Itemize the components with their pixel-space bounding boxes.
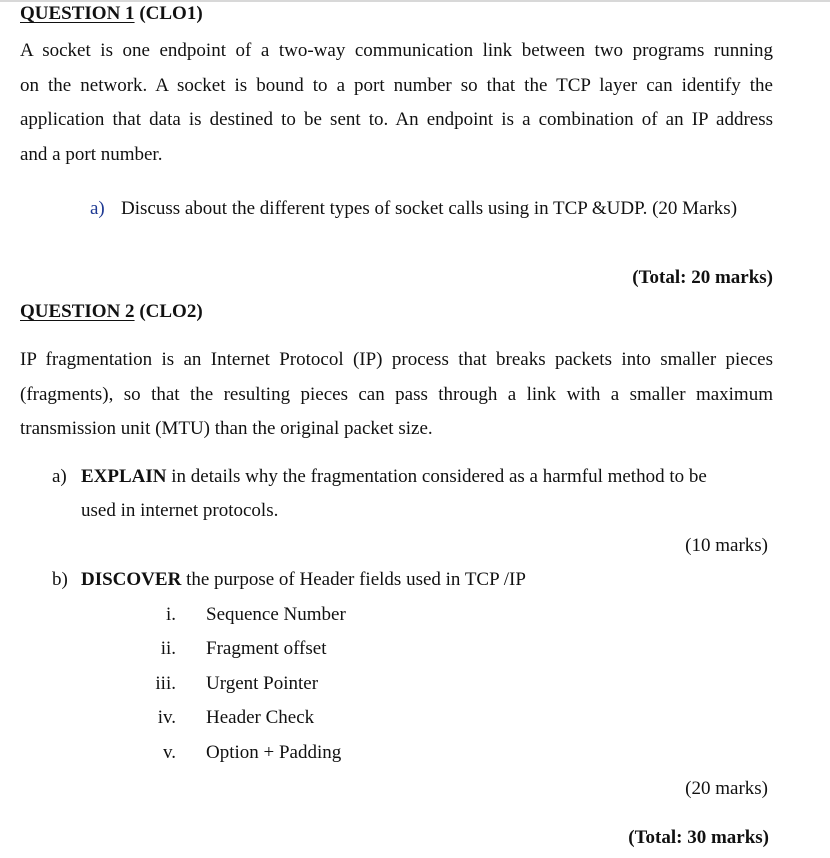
list-item-text: Fragment offset — [206, 638, 327, 659]
paragraph-line: application that data is destined to be sent to. An endpoint is a combination of an IP address — [20, 109, 773, 130]
paragraph-line: A socket is one endpoint of a two-way communication link between two programs running — [20, 40, 773, 61]
list-item-text: Header Check — [206, 707, 315, 728]
list-item-text: Sequence Number — [206, 604, 346, 625]
question-1-total: (Total: 20 marks) — [632, 267, 773, 288]
question-2-part-b-marks: (20 marks) — [685, 778, 768, 799]
question-2-part-b-label: b) — [52, 569, 68, 590]
list-item-text: Option + Padding — [206, 742, 342, 763]
discover-keyword: DISCOVER — [81, 569, 182, 590]
paragraph-line: on the network. A socket is bound to a port number so that the TCP layer can identify the — [20, 74, 773, 96]
page-top-border — [0, 0, 830, 2]
paragraph-line: IP fragmentation is an Internet Protocol (IP) process that breaks packets into smaller pieces — [20, 349, 773, 370]
list-item-number: i. — [165, 604, 176, 625]
question-1-part-a-label: a) — [90, 198, 105, 219]
explain-keyword: EXPLAIN — [81, 466, 167, 487]
paragraph-line: (fragments), so that the resulting pieces can pass through a link with a smaller maximum — [20, 383, 773, 405]
question-2-part-a-marks: (10 marks) — [685, 535, 768, 556]
list-item-number: v. — [162, 742, 176, 763]
question-1-heading — [20, 3, 203, 25]
question-2-part-b-line — [81, 569, 526, 591]
question-1-clo: (CLO1) — [134, 3, 203, 24]
list-item-text: Urgent Pointer — [206, 673, 319, 694]
question-1-paragraph — [20, 34, 773, 172]
question-2-title: QUESTION 2 — [20, 301, 135, 322]
question-2-clo: (CLO2) — [134, 301, 203, 322]
question-2-heading — [20, 301, 203, 323]
part-a-line1-text: in details why the fragmentation considered as a harmful method to be — [166, 466, 707, 487]
list-item-number: ii. — [160, 638, 176, 659]
paragraph-line: transmission unit (MTU) than the original packet size. — [20, 418, 433, 439]
part-b-text: the purpose of Header fields used in TCP /IP — [181, 569, 526, 590]
question-2-part-a-line1 — [81, 466, 773, 488]
question-2-part-a-label: a) — [52, 466, 67, 487]
question-2-paragraph — [20, 343, 773, 447]
question-1-title: QUESTION 1 — [20, 3, 135, 24]
list-item-number: iv. — [157, 707, 176, 728]
paragraph-line: and a port number. — [20, 143, 163, 165]
list-item-number: iii. — [155, 673, 176, 694]
question-2-part-a-line2: used in internet protocols. — [81, 500, 279, 521]
question-1-part-a-text: Discuss about the different types of socket calls using in TCP &UDP. (20 Marks) — [121, 198, 738, 219]
question-2-total: (Total: 30 marks) — [628, 827, 769, 848]
